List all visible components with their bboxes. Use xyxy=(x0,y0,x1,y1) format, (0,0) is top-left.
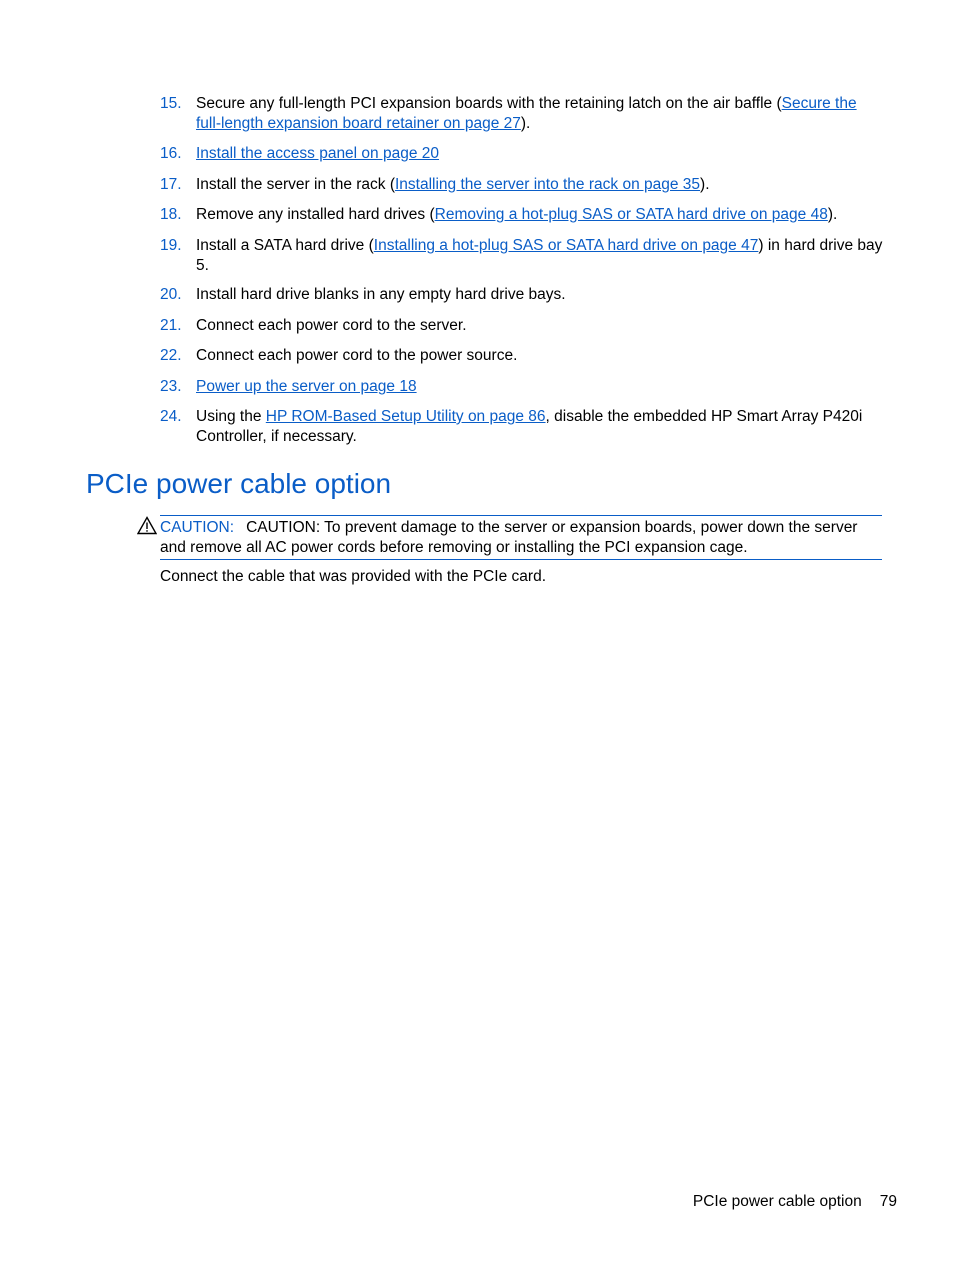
step-item xyxy=(160,346,885,366)
cross-reference-link[interactable]: Secure the full-length expansion board retainer on page 27 xyxy=(196,95,857,132)
step-number: 20. xyxy=(160,286,182,303)
step-text xyxy=(196,144,885,164)
step-text-run: Using the xyxy=(196,408,266,425)
step-text xyxy=(196,377,885,397)
step-number: 19. xyxy=(160,237,182,254)
warning-triangle-icon xyxy=(137,516,157,535)
step-number: 18. xyxy=(160,206,182,223)
step-item xyxy=(160,316,885,336)
step-text xyxy=(196,236,885,276)
body-paragraph: Connect the cable that was provided with the PCIe card. xyxy=(160,568,546,585)
step-text-run: ) in hard drive bay 5. xyxy=(196,237,883,274)
caution-label: CAUTION: xyxy=(160,519,235,536)
step-item xyxy=(160,407,885,447)
step-number: 24. xyxy=(160,408,182,425)
step-text-run: ). xyxy=(827,206,838,223)
step-item xyxy=(160,94,885,134)
cross-reference-link[interactable]: HP ROM-Based Setup Utility on page 86 xyxy=(265,408,546,425)
step-text-run: Connect each power cord to the power source. xyxy=(196,347,518,364)
step-text xyxy=(196,205,885,225)
step-number: 17. xyxy=(160,176,182,193)
page-number: 79 xyxy=(879,1193,897,1210)
step-item xyxy=(160,236,885,276)
step-text-run: , disable the embedded HP Smart Array P420i Controller, if necessary. xyxy=(196,408,863,445)
step-number: 21. xyxy=(160,317,182,334)
step-item xyxy=(160,205,885,225)
step-text-run: Remove any installed hard drives ( xyxy=(196,206,435,223)
step-text xyxy=(196,346,885,366)
step-number: 16. xyxy=(160,145,182,162)
footer-title: PCIe power cable option xyxy=(692,1193,862,1210)
step-text xyxy=(196,316,885,336)
step-item xyxy=(160,377,885,397)
page-footer xyxy=(693,1192,897,1212)
caution-text: CAUTION: To prevent damage to the server or expansion boards, power down the server and remove all AC power cords before removing or installing the PCI expansion cage. xyxy=(160,519,858,556)
step-item xyxy=(160,175,885,195)
cross-reference-link[interactable]: Installing the server into the rack on page 35 xyxy=(395,176,701,193)
cross-reference-link[interactable]: Power up the server on page 18 xyxy=(196,378,417,395)
step-number: 23. xyxy=(160,378,182,395)
step-item xyxy=(160,285,885,305)
step-text xyxy=(196,94,885,134)
step-text-run: Connect each power cord to the server. xyxy=(196,317,467,334)
cross-reference-link[interactable]: Installing a hot-plug SAS or SATA hard drive on page 47 xyxy=(373,237,759,254)
step-text xyxy=(196,407,885,447)
step-text-run: Secure any full-length PCI expansion boards with the retaining latch on the air baffle ( xyxy=(196,95,782,112)
step-text-run: ). xyxy=(520,115,531,132)
step-text xyxy=(196,285,885,305)
step-text xyxy=(196,175,885,195)
step-item xyxy=(160,144,885,164)
step-text-run: Install a SATA hard drive ( xyxy=(196,237,374,254)
cross-reference-link[interactable]: Removing a hot-plug SAS or SATA hard drive on page 48 xyxy=(434,206,828,223)
step-text-run: Install the server in the rack ( xyxy=(196,176,395,193)
step-text-run: ). xyxy=(700,176,710,193)
step-number: 22. xyxy=(160,347,182,364)
cross-reference-link[interactable]: Install the access panel on page 20 xyxy=(196,145,440,162)
step-text-run: Install hard drive blanks in any empty hard drive bays. xyxy=(196,286,566,303)
caution-note xyxy=(160,515,882,560)
section-title: PCIe power cable option xyxy=(86,468,392,499)
step-number: 15. xyxy=(160,95,182,112)
